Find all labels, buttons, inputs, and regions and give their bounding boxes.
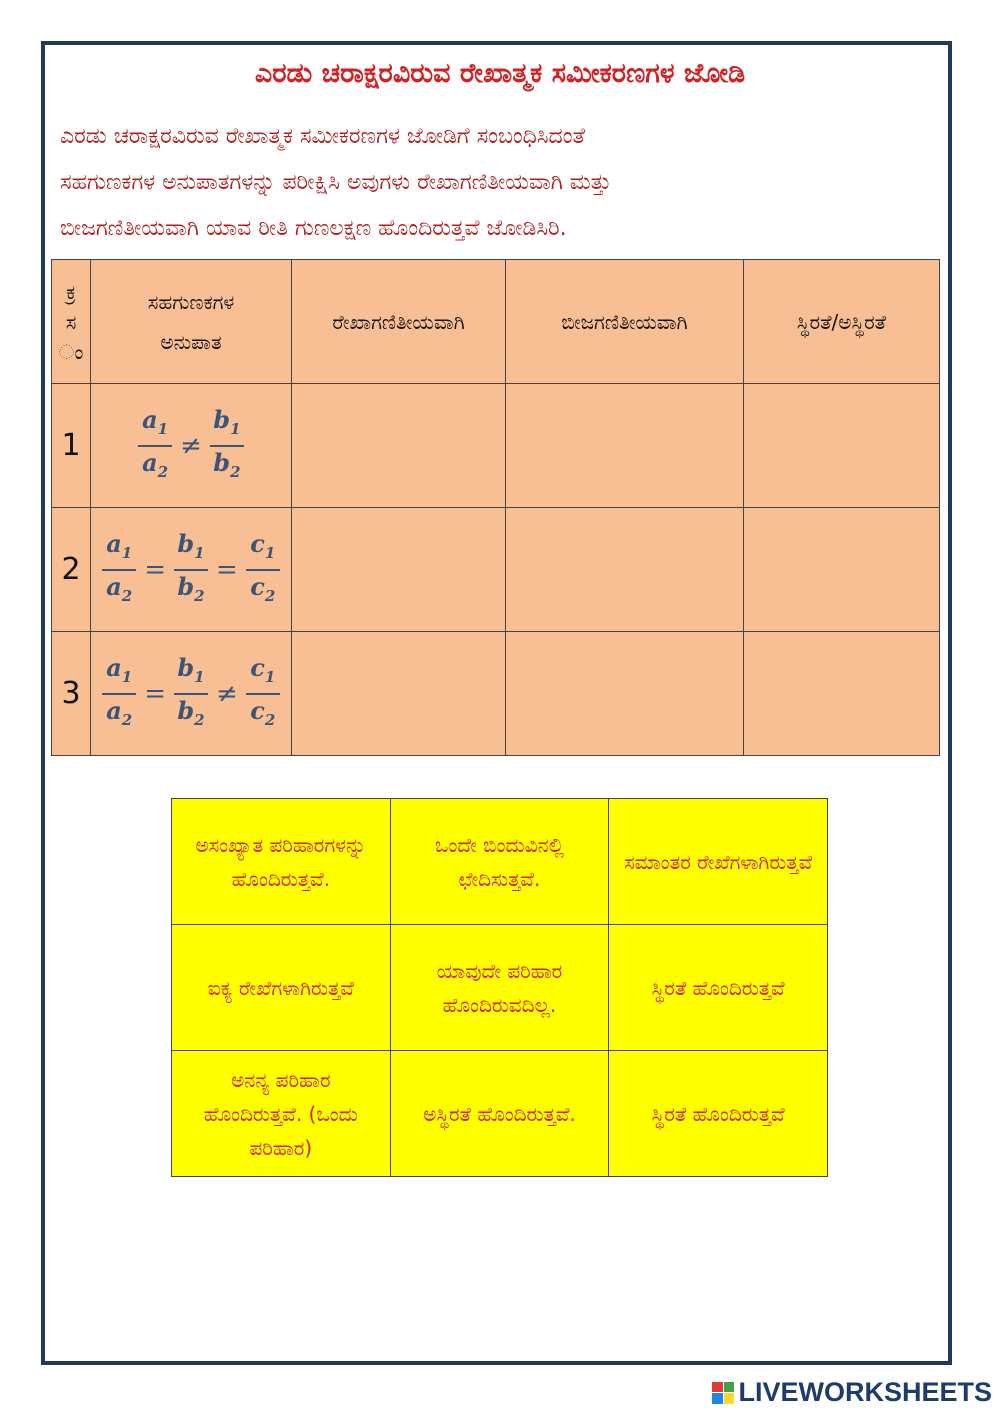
liveworksheets-logo (712, 1377, 992, 1408)
options-row (172, 1051, 828, 1177)
answer-cell-algebraic[interactable] (506, 508, 744, 632)
operator: = (144, 678, 166, 709)
answer-options-grid (171, 798, 828, 1177)
option-tile[interactable]: ಸ್ಥಿರತೆ ಹೊಂದಿರುತ್ತವೆ (609, 925, 828, 1051)
fraction-b: $\frac{b_1}{b_2}$ (174, 654, 208, 734)
operator: ≠ (216, 678, 238, 709)
answer-cell-algebraic[interactable] (506, 384, 744, 508)
answer-cell-geometric[interactable] (292, 508, 506, 632)
operator: = (216, 554, 238, 585)
option-tile[interactable]: ಯಾವುದೇ ಪರಿಹಾರ ಹೊಂದಿರುವದಿಲ್ಲ. (390, 925, 609, 1051)
operator: = (144, 554, 166, 585)
fraction-a: $\frac{a_1}{a_2}$ (138, 406, 172, 486)
answer-cell-geometric[interactable] (292, 632, 506, 756)
instruction-line: ಬೀಜಗಣಿತೀಯವಾಗಿ ಯಾವ ರೀತಿ ಗುಣಲಕ್ಷಣ ಹೊಂದಿರುತ್ತವೆ ಜೋಡಿಸಿರಿ. (60, 216, 567, 241)
table-row (52, 384, 940, 508)
option-tile[interactable]: ಸಮಾಂತರ ರೇಖೆಗಳಾಗಿರುತ್ತವೆ (609, 799, 828, 925)
instructions (60, 114, 930, 252)
fraction-c: $\frac{c_1}{c_2}$ (246, 654, 280, 734)
header-coefficient-ratio: ಸಹಗುಣಕಗಳ ಅನುಪಾತ (91, 260, 292, 384)
options-row (172, 799, 828, 925)
option-tile[interactable]: ಅಸ್ಥಿರತೆ ಹೊಂದಿರುತ್ತವೆ. (390, 1051, 609, 1177)
row-number: 1 (52, 384, 91, 508)
brand-name: LIVEWORKSHEETS (738, 1377, 992, 1407)
answer-cell-consistency[interactable] (744, 508, 940, 632)
answer-cell-geometric[interactable] (292, 384, 506, 508)
page-title: ಎರಡು ಚರಾಕ್ಷರವಿರುವ ರೇಖಾತ್ಮಕ ಸಮೀಕರಣಗಳ ಜೋಡಿ (254, 58, 746, 89)
ratio-table (51, 259, 940, 756)
instruction-line: ಎರಡು ಚರಾಕ್ಷರವಿರುವ ರೇಖಾತ್ಮಕ ಸಮೀಕರಣಗಳ ಜೋಡಿಗೆ ಸಂಬಂಧಿಸಿದಂತೆ (60, 124, 586, 149)
answer-cell-algebraic[interactable] (506, 632, 744, 756)
ratio-expression (91, 384, 292, 508)
fraction-b: $\frac{b_1}{b_2}$ (210, 406, 244, 486)
fraction-c: $\frac{c_1}{c_2}$ (246, 530, 280, 610)
answer-cell-consistency[interactable] (744, 384, 940, 508)
instruction-line: ಸಹಗುಣಕಗಳ ಅನುಪಾತಗಳನ್ನು ಪರೀಕ್ಷಿಸಿ ಅವುಗಳು ರೇಖಾಗಣಿತೀಯವಾಗಿ ಮತ್ತು (60, 170, 612, 195)
header-consistency: ಸ್ಥಿರತೆ/ಅಸ್ಥಿರತೆ (744, 260, 940, 384)
option-tile[interactable]: ಸ್ಥಿರತೆ ಹೊಂದಿರುತ್ತವೆ (609, 1051, 828, 1177)
option-tile[interactable]: ಅಸಂಖ್ಯಾತ ಪರಿಹಾರಗಳನ್ನು ಹೊಂದಿರುತ್ತವೆ. (172, 799, 391, 925)
table-row (52, 508, 940, 632)
header-serial-number: ಕ್ರ ಸ ಂ (52, 260, 91, 384)
ratio-expression (91, 632, 292, 756)
header-geometric: ರೇಖಾಗಣಿತೀಯವಾಗಿ (292, 260, 506, 384)
ratio-expression (91, 508, 292, 632)
options-row (172, 925, 828, 1051)
row-number: 3 (52, 632, 91, 756)
table-row (52, 632, 940, 756)
option-tile[interactable]: ಒಂದೇ ಬಿಂದುವಿನಲ್ಲಿ ಛೇದಿಸುತ್ತವೆ. (390, 799, 609, 925)
fraction-b: $\frac{b_1}{b_2}$ (174, 530, 208, 610)
fraction-a: $\frac{a_1}{a_2}$ (102, 530, 136, 610)
operator: ≠ (180, 430, 202, 461)
table-header-row (52, 260, 940, 384)
row-number: 2 (52, 508, 91, 632)
option-tile[interactable]: ಅನನ್ಯ ಪರಿಹಾರ ಹೊಂದಿರುತ್ತವೆ. (ಒಂದು ಪರಿಹಾರ) (172, 1051, 391, 1177)
option-tile[interactable]: ಐಕ್ಯ ರೇಖೆಗಳಾಗಿರುತ್ತವೆ (172, 925, 391, 1051)
fraction-a: $\frac{a_1}{a_2}$ (102, 654, 136, 734)
liveworksheets-logo-icon (712, 1382, 734, 1404)
answer-cell-consistency[interactable] (744, 632, 940, 756)
header-algebraic: ಬೀಜಗಣಿತೀಯವಾಗಿ (506, 260, 744, 384)
